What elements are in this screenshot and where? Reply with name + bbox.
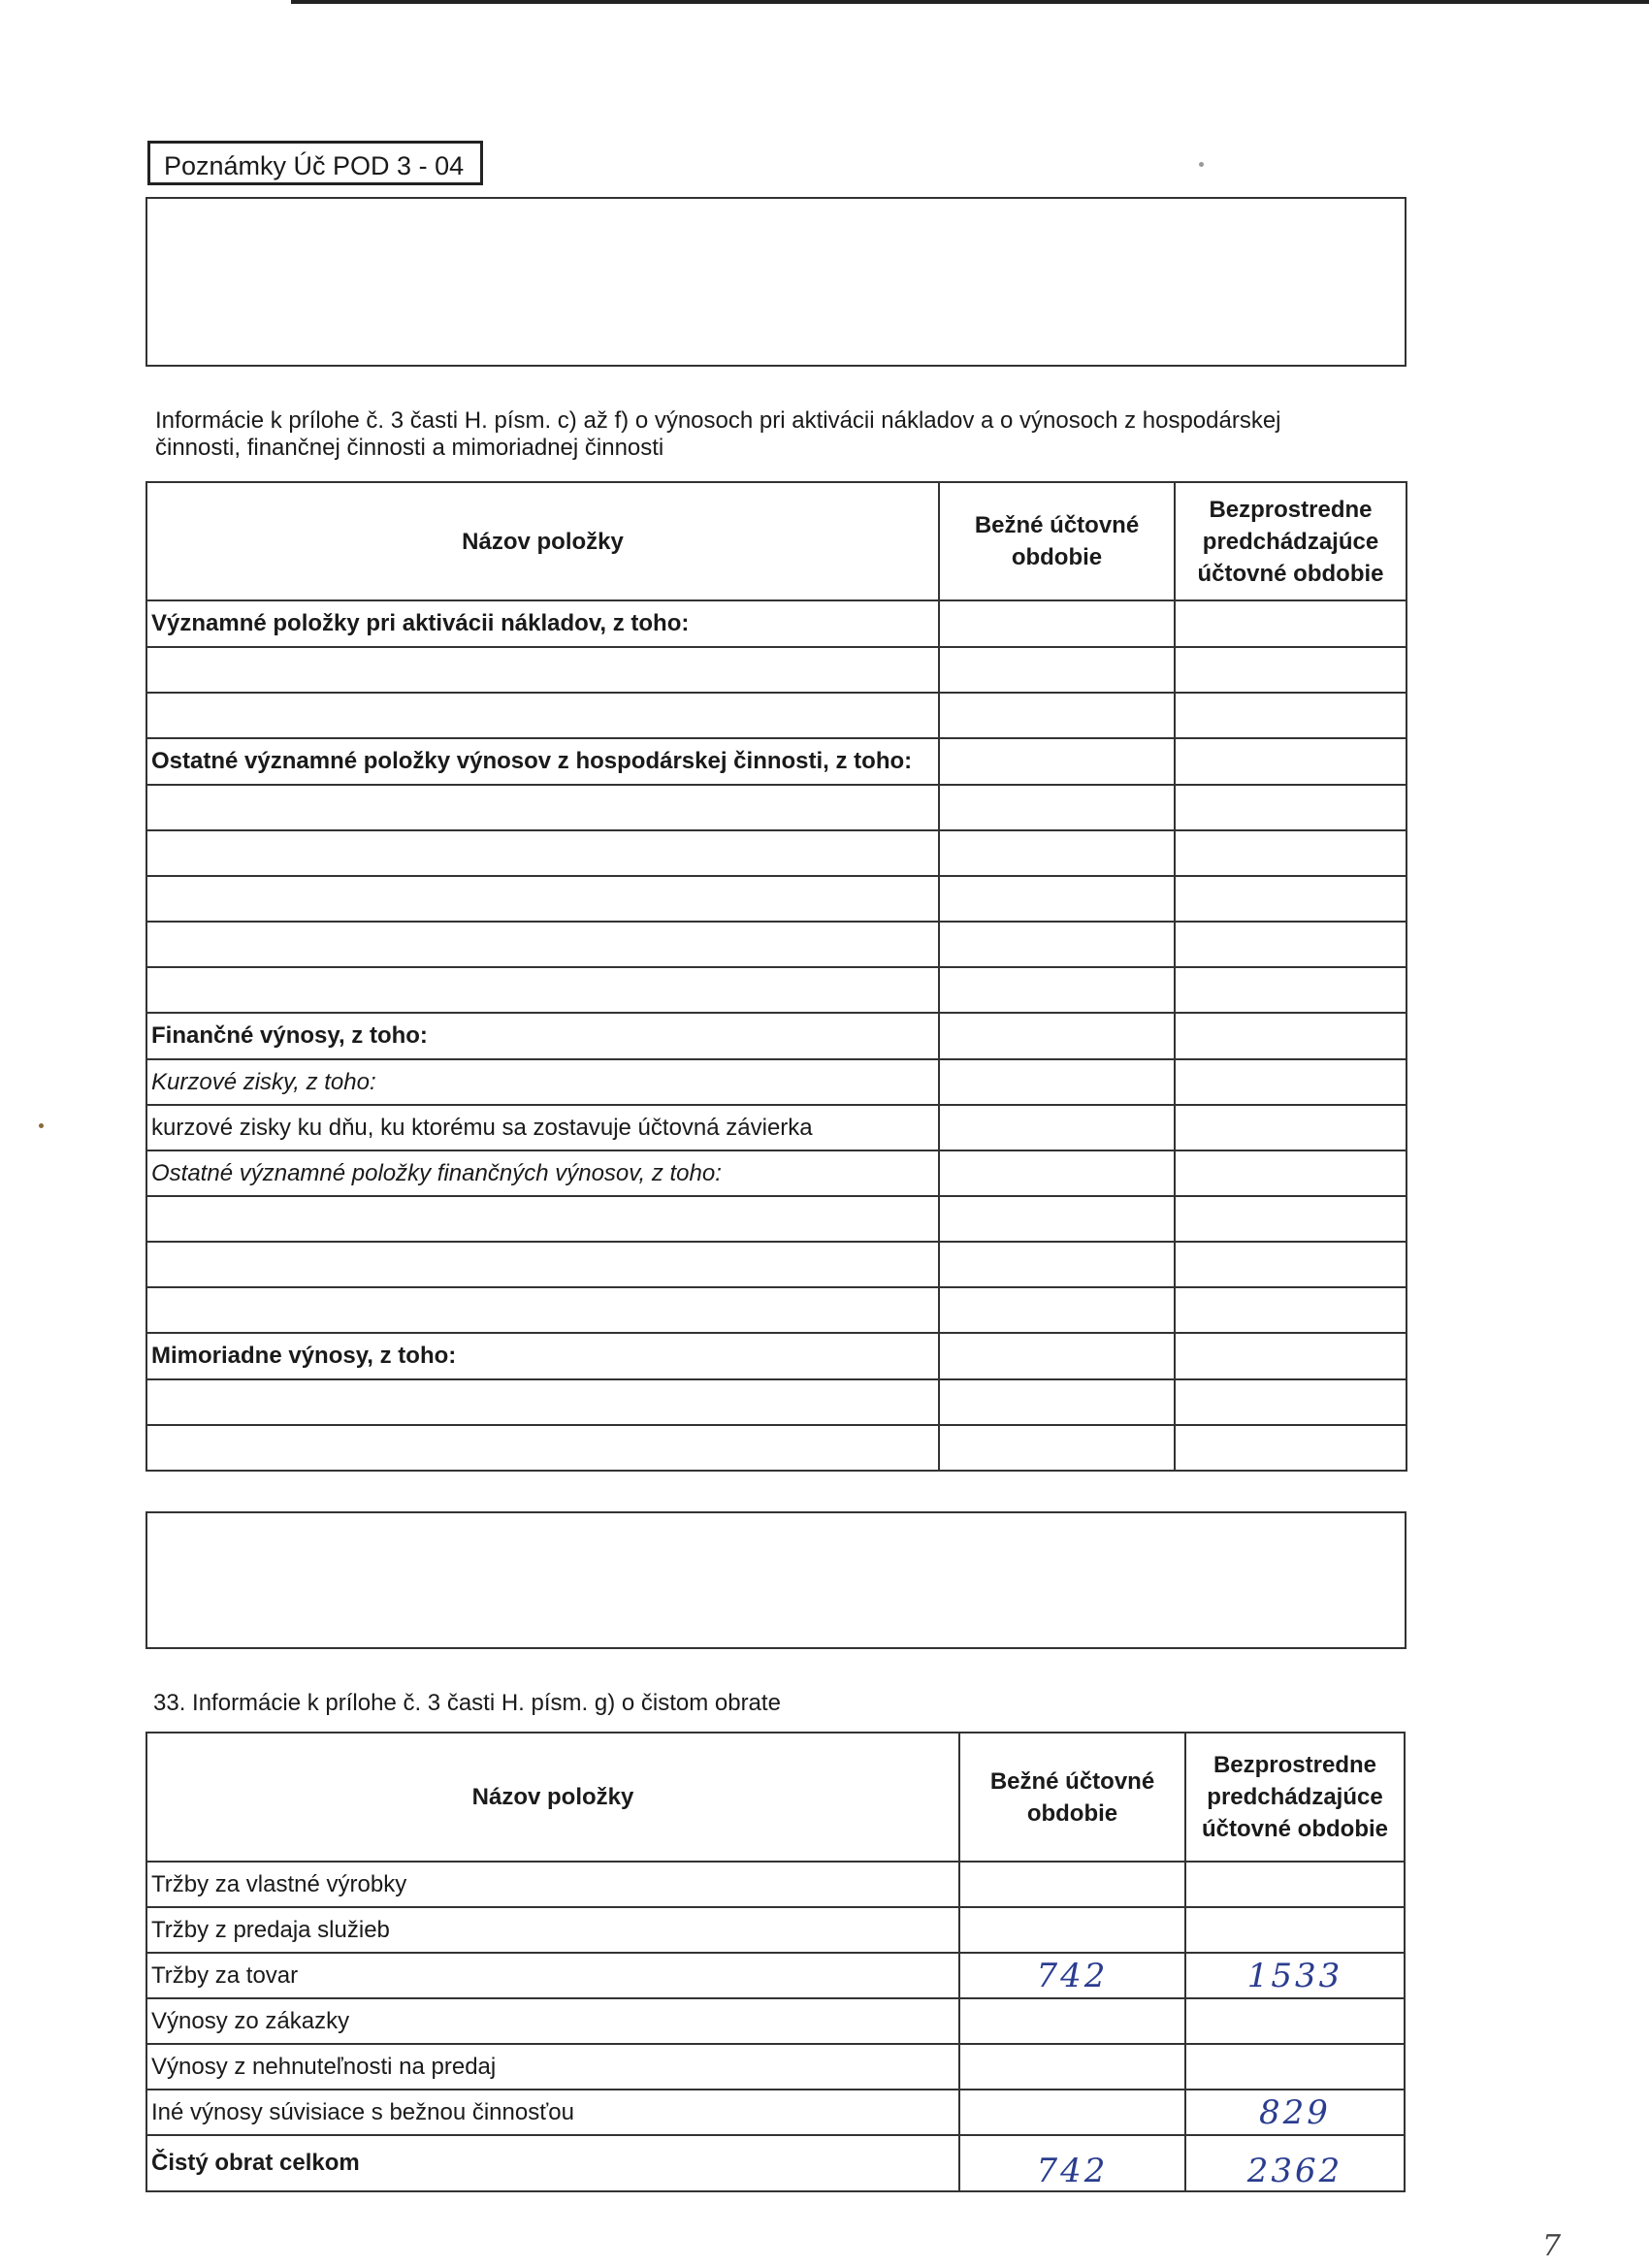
income-items-table xyxy=(146,481,1407,1472)
cell-previous[interactable] xyxy=(1185,1998,1405,2044)
table-row xyxy=(146,1862,1405,1907)
column-header-previous: Bezprostredne predchádzajúce účtovné obdobie xyxy=(1175,482,1406,600)
row-label[interactable] xyxy=(146,647,939,693)
column-header-current: Bežné účtovné obdobie xyxy=(939,482,1175,600)
row-label: Významné položky pri aktivácii nákladov, z toho: xyxy=(146,600,939,647)
notes-box-top xyxy=(146,197,1406,367)
cell-current[interactable] xyxy=(939,693,1175,738)
row-label: Finančné výnosy, z toho: xyxy=(146,1013,939,1059)
table-row xyxy=(146,693,1406,738)
cell-previous[interactable] xyxy=(1175,1013,1406,1059)
table-row xyxy=(146,1953,1405,1998)
cell-current[interactable] xyxy=(959,1907,1185,1953)
cell-previous[interactable] xyxy=(1175,693,1406,738)
cell-previous[interactable] xyxy=(1185,2044,1405,2090)
row-label: Tržby za vlastné výrobky xyxy=(146,1862,959,1907)
row-label: Výnosy z nehnuteľnosti na predaj xyxy=(146,2044,959,2090)
row-label: Výnosy zo zákazky xyxy=(146,1998,959,2044)
cell-current[interactable] xyxy=(959,1862,1185,1907)
row-label: Kurzové zisky, z toho: xyxy=(146,1059,939,1105)
cell-current[interactable] xyxy=(939,1379,1175,1425)
row-label[interactable] xyxy=(146,1287,939,1333)
cell-current[interactable] xyxy=(939,1196,1175,1242)
row-label[interactable] xyxy=(146,830,939,876)
section1-caption-line1: Informácie k prílohe č. 3 časti H. písm. c) až f) o výnosoch pri aktivácii nákladov a o výnosoch z hospodárskej xyxy=(155,407,1281,434)
cell-current[interactable] xyxy=(939,1333,1175,1379)
cell-current[interactable] xyxy=(939,600,1175,647)
row-label[interactable] xyxy=(146,693,939,738)
row-label[interactable] xyxy=(146,922,939,967)
cell-current[interactable]: 742 xyxy=(959,1953,1185,1998)
cell-current[interactable] xyxy=(959,1998,1185,2044)
table-row xyxy=(146,1105,1406,1150)
row-label: Čistý obrat celkom xyxy=(146,2135,959,2191)
cell-previous[interactable]: 2362 xyxy=(1185,2135,1405,2191)
table-row xyxy=(146,1196,1406,1242)
cell-previous[interactable] xyxy=(1175,876,1406,922)
row-label: Tržby z predaja služieb xyxy=(146,1907,959,1953)
row-label: kurzové zisky ku dňu, ku ktorému sa zostavuje účtovná závierka xyxy=(146,1105,939,1150)
table-header-row xyxy=(146,482,1406,600)
cell-current[interactable] xyxy=(939,1425,1175,1471)
table-row xyxy=(146,1425,1406,1471)
cell-previous[interactable] xyxy=(1175,1425,1406,1471)
table-row xyxy=(146,1242,1406,1287)
table-row-total xyxy=(146,2135,1405,2191)
cell-current[interactable] xyxy=(939,1150,1175,1196)
scan-speck xyxy=(1199,162,1204,167)
cell-current[interactable] xyxy=(939,785,1175,830)
cell-previous[interactable] xyxy=(1185,1907,1405,1953)
cell-previous[interactable] xyxy=(1175,738,1406,785)
cell-previous[interactable] xyxy=(1175,1379,1406,1425)
table-row xyxy=(146,876,1406,922)
cell-previous[interactable] xyxy=(1175,785,1406,830)
cell-current[interactable] xyxy=(939,922,1175,967)
cell-previous[interactable] xyxy=(1175,1333,1406,1379)
cell-current[interactable] xyxy=(939,1242,1175,1287)
cell-current[interactable] xyxy=(939,1287,1175,1333)
page-header-label: Poznámky Úč POD 3 - 04 xyxy=(147,141,483,185)
cell-current[interactable] xyxy=(939,967,1175,1013)
cell-previous[interactable] xyxy=(1175,600,1406,647)
table-row xyxy=(146,1379,1406,1425)
cell-previous[interactable] xyxy=(1175,1105,1406,1150)
scan-edge xyxy=(291,0,1649,4)
table-row xyxy=(146,922,1406,967)
column-header-name: Názov položky xyxy=(146,482,939,600)
cell-current[interactable] xyxy=(939,647,1175,693)
table-row xyxy=(146,2090,1405,2135)
cell-previous[interactable] xyxy=(1175,967,1406,1013)
table-row xyxy=(146,600,1406,647)
cell-previous[interactable]: 1533 xyxy=(1185,1953,1405,1998)
table-row xyxy=(146,1333,1406,1379)
cell-previous[interactable]: 829 xyxy=(1185,2090,1405,2135)
cell-previous[interactable] xyxy=(1175,647,1406,693)
cell-previous[interactable] xyxy=(1175,1242,1406,1287)
table-row xyxy=(146,738,1406,785)
notes-box-middle xyxy=(146,1511,1406,1649)
row-label[interactable] xyxy=(146,876,939,922)
cell-current[interactable] xyxy=(939,1013,1175,1059)
cell-previous[interactable] xyxy=(1175,1196,1406,1242)
cell-current[interactable] xyxy=(939,876,1175,922)
cell-previous[interactable] xyxy=(1175,1150,1406,1196)
cell-previous[interactable] xyxy=(1185,1862,1405,1907)
row-label[interactable] xyxy=(146,1425,939,1471)
row-label[interactable] xyxy=(146,1379,939,1425)
row-label[interactable] xyxy=(146,967,939,1013)
table-row xyxy=(146,1150,1406,1196)
row-label[interactable] xyxy=(146,1196,939,1242)
cell-previous[interactable] xyxy=(1175,922,1406,967)
table-row xyxy=(146,1059,1406,1105)
net-turnover-table xyxy=(146,1732,1406,2192)
row-label[interactable] xyxy=(146,785,939,830)
cell-current[interactable] xyxy=(939,738,1175,785)
table-row xyxy=(146,1998,1405,2044)
table-row xyxy=(146,967,1406,1013)
column-header-current: Bežné účtovné obdobie xyxy=(959,1733,1185,1862)
cell-previous[interactable] xyxy=(1175,1059,1406,1105)
section2-caption: 33. Informácie k prílohe č. 3 časti H. písm. g) o čistom obrate xyxy=(153,1690,781,1716)
cell-previous[interactable] xyxy=(1175,1287,1406,1333)
table-row xyxy=(146,785,1406,830)
table-row xyxy=(146,830,1406,876)
row-label: Ostatné významné položky výnosov z hospodárskej činnosti, z toho: xyxy=(146,738,939,785)
cell-current[interactable] xyxy=(959,2044,1185,2090)
row-label[interactable] xyxy=(146,1242,939,1287)
cell-current[interactable] xyxy=(939,1059,1175,1105)
cell-current[interactable] xyxy=(939,830,1175,876)
column-header-name: Názov položky xyxy=(146,1733,959,1862)
cell-current[interactable] xyxy=(939,1105,1175,1150)
table-row xyxy=(146,1013,1406,1059)
row-label: Iné výnosy súvisiace s bežnou činnosťou xyxy=(146,2090,959,2135)
table-header-row xyxy=(146,1733,1405,1862)
row-label: Ostatné významné položky finančných výnosov, z toho: xyxy=(146,1150,939,1196)
row-label: Tržby za tovar xyxy=(146,1953,959,1998)
table-row xyxy=(146,2044,1405,2090)
table-row xyxy=(146,1287,1406,1333)
section1-caption-line2: činnosti, finančnej činnosti a mimoriadnej činnosti xyxy=(155,435,664,461)
cell-current[interactable]: 742 xyxy=(959,2135,1185,2191)
page-number: 7 xyxy=(1542,2229,1562,2263)
table-row xyxy=(146,647,1406,693)
scan-speck xyxy=(39,1123,44,1128)
column-header-previous: Bezprostredne predchádzajúce účtovné obdobie xyxy=(1185,1733,1405,1862)
cell-previous[interactable] xyxy=(1175,830,1406,876)
cell-current[interactable] xyxy=(959,2090,1185,2135)
row-label: Mimoriadne výnosy, z toho: xyxy=(146,1333,939,1379)
table-row xyxy=(146,1907,1405,1953)
